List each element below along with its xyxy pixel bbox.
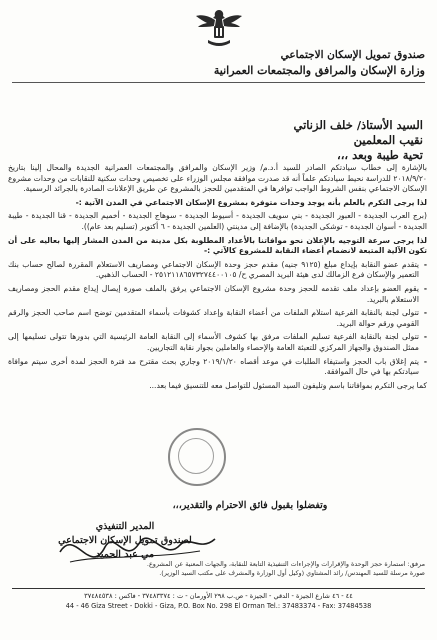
cities-list: (برج العرب الجديدة - العبور الجديدة - بني سويف الجديدة - أسيوط الجديدة - سوهاج الجديدة - أخميم الجديدة - قنا الجديدة - طيبة الجديدة - أسوان الجديدة - توشكى الجديدة) بالإضافة إلى مدينتي (العلمين الجديدة - ٦ أكتوبر (تسليم بعد عام)). — [8, 211, 427, 231]
list-item: - تتولى لجنة بالنقابة الفرعية تسليم الملفات مرفق بها كشوف الأسماء إلى النقابة العامة الرئيسية التي بدورها تتولى تسليمها إلى ممثل الصندوق والجهاز المركزي للتعبئة العامة والإحصاء والعاملين بجوار نقابة التجاريين. — [8, 332, 427, 352]
header-divider — [12, 82, 425, 83]
cc-notes — [12, 560, 425, 578]
greeting: تحية طيبة وبعد ،،، — [336, 148, 423, 162]
list-item: - يقوم العضو بإعداد ملف تقدمه للحجز وحدة مشروع الإسكان الاجتماعي يرفق بالملف صورة إيصال إيداع مقدم الحجز ومصاريف الاستعلام بالبريد. — [8, 283, 427, 304]
body-paragraph-4: كما يرجى التكرم بموافاتنا باسم وتليفون السيد المسئول للتواصل معه للتنسيق فيما بعد... — [149, 380, 427, 390]
signatory-organization: لصندوق تمويل الإسكان الاجتماعي — [58, 535, 192, 546]
egypt-eagle-emblem-icon — [194, 6, 244, 50]
footer-divider — [12, 588, 425, 589]
closing-line: وتفضلوا بقبول فائق الاحترام والتقدير،،، — [172, 500, 328, 511]
ministry-header — [195, 47, 425, 79]
fund-name: صندوق تمويل الإسكان الاجتماعي — [280, 49, 425, 61]
procedure-list — [8, 260, 427, 378]
body-paragraph-2: لذا يرجى التكرم بالعلم بأنه يوجد وحدات متوفرة بمشروع الإسكان الاجتماعي في المدن الآتية :- — [75, 197, 427, 207]
round-stamp-icon — [168, 428, 226, 486]
addressee-position: نقيب المعلمين — [353, 133, 423, 147]
footer-address-english: 44 - 46 Giza Street - Dokki - Giza, P.O. Box No. 298 El Orman Tel.: 37483374 - Fax: 37484538 — [65, 602, 372, 610]
list-item: - يتقدم عضو النقابة بإيداع مبلغ (٩١٢٥ جنيه) مقدم حجز وحدة الإسكان الاجتماعي ومصاريف الاستعلام المقررة لصالح حساب بنك التعمير والإسكان فرع الزمالك لدى هيئة البريد المصري ح/ ٢٥١٢١١٨٦٥٧٣٢٧٤٤٠٠١٠٥ - الحساب الذهبي. — [8, 259, 427, 280]
signatory-name: مي عبد الحميد — [95, 549, 155, 560]
addressee-block — [13, 118, 423, 163]
letter-body — [8, 163, 427, 394]
addressee-title: السيد الأستاذ/ خلف الزناتي — [293, 118, 423, 132]
body-paragraph-1: بالإشارة إلى خطاب سيادتكم الصادر للسيد أ.د.م/ وزير الإسكان والمرافق والمجتمعات العمرانية الجديدة والمحال إلينا بتاريخ ٢٠١٨/٩/٢٠ للدراسة نحيط سيادتكم علماً أنه قد صدرت موافقة مجلس الوزراء على تخصيص وحدات سكنية للنقابات من وحدات مشروع الإسكان الاجتماعي بنفس الشروط الواجب توافرها في المتقدمين للحجز بالمشروع عن طريق الإعلانات الصادرة بالجرائد الرسمية. — [8, 163, 427, 194]
body-paragraph-3: لذا يرجى سرعة التوجيه بالإعلان نحو موافاتنا بالأعداد المطلوبة بكل مدينة من المدن المشار إليها بعاليه على أن تكون الآلية المتبعة لانضمام أعضاء النقابة للمشروع كالآتي :- — [8, 235, 427, 256]
handwritten-signature-icon — [30, 507, 230, 597]
list-item: - يتم إغلاق باب الحجز واستيفاء الطلبات في موعد أقصاه ٢٠١٩/١/٢٠ وجاري بحث مقترح مد فترة الحجز لمدة أخرى سيتم موافاة سيادتكم بها في حال الموافقة. — [8, 356, 427, 377]
attachment-note: مرفق: استمارة حجز الوحدة والإقرارات والإجراءات التنفيذية التابعة للنقابة، والجهات المعنية عن المشروع. — [146, 560, 425, 568]
ministry-name: وزارة الإسكان والمرافق والمجتمعات العمرانية — [213, 64, 425, 77]
signatory-role: المدير التنفيذي — [95, 521, 155, 532]
footer-address-arabic: ٤٤ - ٤٦ شارع الجيزة - الدقي - الجيزة - ص.ب ٢٩٨ الأورمان - ت : ٣٧٤٨٣٣٧٤ - فاكس : ٣٧٤٨٤٥٣٨ — [84, 592, 353, 600]
list-item: - تتولى لجنة بالنقابة الفرعية استلام الملفات من أعضاء النقابة وإعداد كشوفات بأسماء المتقدمين توضح اسم صاحب الحجز والرقم القومي ورقم حوالة البريد. — [8, 308, 427, 328]
copy-note: صورة مرسلة للسيد المهندس/ رائد المشتاوي (وكيل أول الوزارة والمشرف على مكتب السيد الوزير). — [159, 569, 425, 577]
